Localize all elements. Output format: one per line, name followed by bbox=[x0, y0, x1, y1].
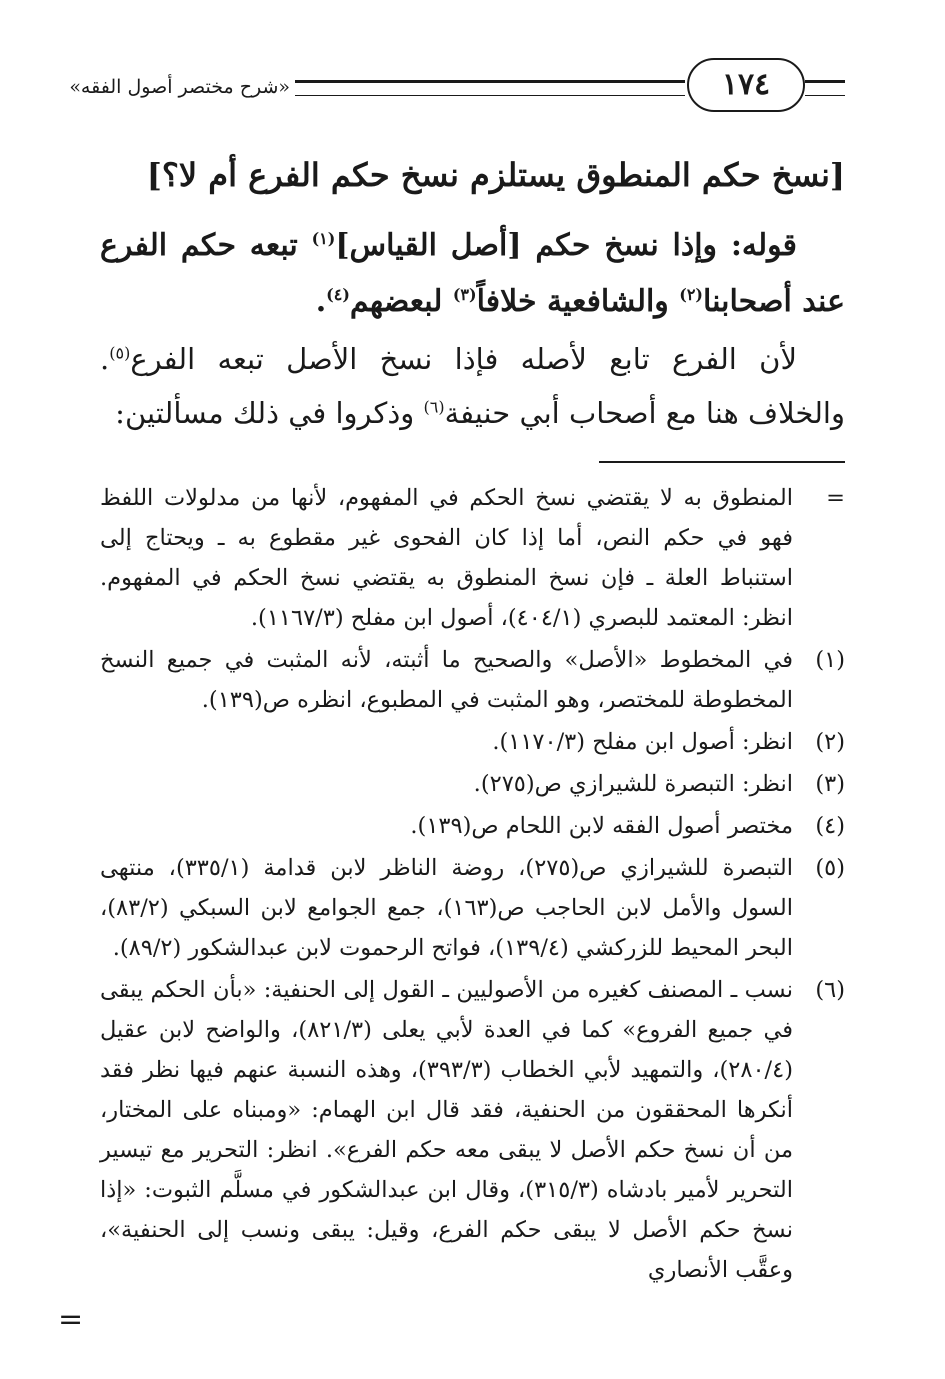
quote-part-5: . bbox=[315, 284, 327, 319]
footnote-separator bbox=[599, 461, 845, 463]
header-rule-left bbox=[295, 80, 685, 96]
footnote-text: التبصرة للشيرازي ص(٢٧٥)، روضة الناظر لابن قدامة (٣٣٥/١)، منتهى السول والأمل لابن الحاجب ص(١٦٣)، جمع الجوامع لابن السبكي (٨٣/٢)، البحر المحيط للزركشي (١٣٩/٤)، فواتح الرحموت لابن عبدالشكور (٨٩/٢). bbox=[100, 855, 793, 961]
quote-part-2: تبعه حكم الفرع عند أصحابنا bbox=[100, 228, 845, 319]
quote-part-4: لبعضهم bbox=[349, 284, 453, 319]
quote-indent bbox=[797, 228, 845, 263]
footnote-ref-1: (١) bbox=[311, 229, 336, 248]
header-rule-right bbox=[805, 80, 845, 96]
footnote-6 bbox=[100, 970, 845, 1290]
quote-part-1: قوله: وإذا نسخ حكم [أصل القياس] bbox=[335, 228, 797, 263]
body-part-1: لأن الفرع تابع لأصله فإذا نسخ الأصل تبعه الفرع bbox=[130, 342, 797, 376]
footnote-number: (٥) bbox=[815, 855, 845, 881]
footnote-text: في المخطوط «الأصل» والصحيح ما أثبته، لأنه المثبت في جميع النسخ المخطوطة للمختصر، وهو المثبت في المطبوع، انظره ص(١٣٩). bbox=[100, 647, 793, 713]
footnote-ref-6: (٦) bbox=[423, 397, 445, 417]
footnote-ref-5: (٥) bbox=[109, 343, 131, 363]
footnote-ref-2: (٢) bbox=[679, 285, 703, 304]
body-part-2: . والخلاف هنا مع أصحاب أبي حنيفة bbox=[100, 342, 845, 430]
footnote-number: (٦) bbox=[815, 977, 845, 1003]
footnotes bbox=[100, 478, 845, 1292]
footnote-text: انظر: التبصرة للشيرازي ص(٢٧٥). bbox=[473, 771, 793, 797]
footnote-number: (١) bbox=[815, 647, 845, 673]
footnote-text: انظر: أصول ابن مفلح (١١٧٠/٣). bbox=[492, 729, 793, 755]
commentary-paragraph bbox=[100, 332, 845, 440]
quoted-text bbox=[100, 218, 845, 330]
footnote-number: = bbox=[826, 485, 845, 511]
footnote-ref-4: (٤) bbox=[326, 285, 350, 304]
footnote-3 bbox=[100, 764, 845, 804]
running-title: «شرح مختصر أصول الفقه» bbox=[69, 76, 290, 98]
footnote-text: نسب ـ المصنف كغيره من الأصوليين ـ القول إلى الحنفية: «بأن الحكم يبقى في جميع الفروع» كما في العدة لأبي يعلى (٨٢١/٣)، والواضح لابن عقيل (٢٨٠/٤)، والتمهيد لأبي الخطاب (٣٩٣/٣)، وهذه النسبة عنهم فيها نظر فقد أنكرها المحققون من الحنفية، فقد قال ابن الهمام: «ومبناه على المختار، من أن نسخ حكم الأصل لا يبقى معه حكم الفرع». انظر: التحرير مع تيسير التحرير لأمير بادشاه (٣١٥/٣)، وقال ابن عبدالشكور في مسلَّم الثبوت: «إذا نسخ حكم الأصل لا يبقى حكم الفرع، وقيل: يبقى ونسب إلى الحنفية»، وعقَّب الأنصاري bbox=[100, 977, 794, 1283]
footnote-ref-3: (٣) bbox=[452, 285, 477, 304]
quote-part-3: والشافعية خلافاً bbox=[476, 284, 680, 319]
footnote-text: المنطوق به لا يقتضي نسخ الحكم في المفهوم، لأنها من مدلولات اللفظ فهو في حكم النص، أما إذا كان الفحوى غير مقطوع به ـ ويحتاج إلى استنباط العلة ـ فإن نسخ المنطوق به يقتضي نسخ الحكم في المفهوم. انظر: المعتمد للبصري (٤٠٤/١)، أصول ابن مفلح (١١٦٧/٣). bbox=[100, 485, 793, 631]
footnote-number: (٢) bbox=[815, 729, 845, 755]
footnote-continued bbox=[100, 478, 845, 638]
footnote-text: مختصر أصول الفقه لابن اللحام ص(١٣٩). bbox=[410, 813, 793, 839]
body-indent bbox=[797, 342, 845, 376]
section-heading: [نسخ حكم المنطوق يستلزم نسخ حكم الفرع أم لا؟] bbox=[146, 156, 845, 194]
footnote-1 bbox=[100, 640, 845, 720]
footnote-number: (٤) bbox=[815, 813, 845, 839]
running-header bbox=[70, 58, 845, 118]
footnote-2 bbox=[100, 722, 845, 762]
footnote-5 bbox=[100, 848, 845, 968]
body-part-3: وذكروا في ذلك مسألتين: bbox=[115, 396, 424, 430]
footnote-number: (٣) bbox=[815, 771, 845, 797]
page-number: ١٧٤ bbox=[687, 58, 805, 112]
footnote-4 bbox=[100, 806, 845, 846]
continuation-mark: = bbox=[58, 1302, 84, 1337]
